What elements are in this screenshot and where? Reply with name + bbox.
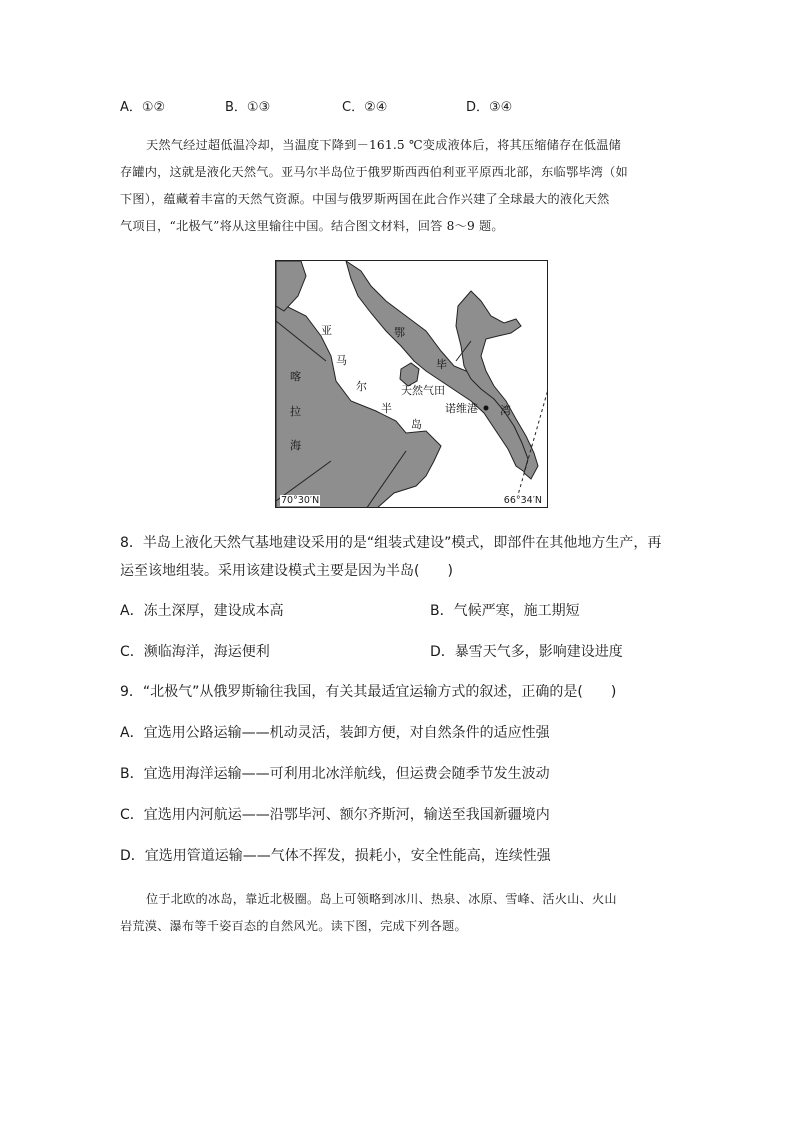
q9-stem: 9．“北极气”从俄罗斯输往我国，有关其最适宜运输方式的叙述，正确的是( )	[120, 684, 617, 700]
q8-stem-line2: 运至该地组装。采用该建设模式主要是因为半岛( )	[120, 563, 453, 579]
q9-option-c: C．宜选用内河航运——沿鄂毕河、额尔齐斯河，输送至我国新疆境内	[120, 807, 550, 823]
prev-option-b: B．①③	[225, 100, 271, 115]
prev-option-a: A．①②	[120, 100, 166, 115]
map-label-sea: 拉	[290, 405, 301, 418]
intro-line: 气项目，“北极气”将从这里输往中国。结合图文材料，回答 8～9 题。	[120, 219, 504, 233]
intro-line: 天然气经过超低温冷却，当温度下降到－161.5 ℃变成液体后，将其压缩储存在低温储	[146, 138, 621, 152]
map-coord-right: 66°34′N	[503, 495, 542, 506]
intro-line: 存罐内，这就是液化天然气。亚马尔半岛位于俄罗斯西西伯利亚平原西北部，东临鄂毕湾（如	[120, 165, 628, 179]
map-label-port: 诺维港	[445, 402, 478, 415]
map-label-peninsula: 马	[336, 354, 347, 367]
q9-option-b: B．宜选用海洋运输——可利用北冰洋航线，但运费会随季节发生波动	[120, 766, 550, 782]
map-label-sea: 喀	[290, 370, 301, 383]
q9-option-d: D．宜选用管道运输——气体不挥发，损耗小，安全性能高，连续性强	[120, 848, 551, 864]
q8-option-c: C．濒临海洋，海运便利	[120, 644, 270, 660]
map-coord-left: 70°30′N	[281, 495, 320, 506]
northwest-island	[276, 261, 306, 311]
intro-paragraph-iceland	[120, 886, 676, 940]
yamal-map	[275, 260, 548, 508]
map-label-gulf: 鄂	[394, 326, 405, 339]
map-label-sea: 海	[290, 439, 301, 452]
intro-line: 位于北欧的冰岛，靠近北极圈。岛上可领略到冰川、热泉、冰原、雪峰、活火山、火山	[146, 892, 617, 906]
port-marker	[484, 406, 489, 411]
q8-option-b: B．气候严寒，施工期短	[430, 603, 580, 619]
intro-paragraph-lng	[120, 132, 676, 240]
q8-option-a: A．冻土深厚，建设成本高	[120, 603, 284, 619]
q9-option-a: A．宜选用公路运输——机动灵活，装卸方便，对自然条件的适应性强	[120, 725, 550, 741]
map-label-peninsula: 半	[381, 402, 392, 415]
map-label-peninsula: 亚	[321, 324, 332, 337]
map-label-gas-field: 天然气田	[401, 384, 445, 397]
map-label-gulf: 毕	[436, 358, 447, 371]
q8-stem-line1: 8．半岛上液化天然气基地建设采用的是“组装式建设”模式，即部件在其他地方生产，再	[120, 535, 662, 551]
map-label-gulf: 湾	[500, 404, 511, 417]
prev-option-c: C．②④	[342, 100, 388, 115]
prev-option-d: D．③④	[466, 100, 513, 115]
intro-line: 下图），蕴藏着丰富的天然气资源。中国与俄罗斯两国在此合作兴建了全球最大的液化天然	[120, 192, 610, 206]
q8-option-d: D．暴雪天气多，影响建设进度	[430, 644, 623, 660]
intro-line: 岩荒漠、瀑布等千姿百态的自然风光。读下图，完成下列各题。	[120, 919, 467, 933]
map-label-peninsula: 尔	[356, 380, 367, 393]
map-label-peninsula: 岛	[411, 418, 422, 431]
